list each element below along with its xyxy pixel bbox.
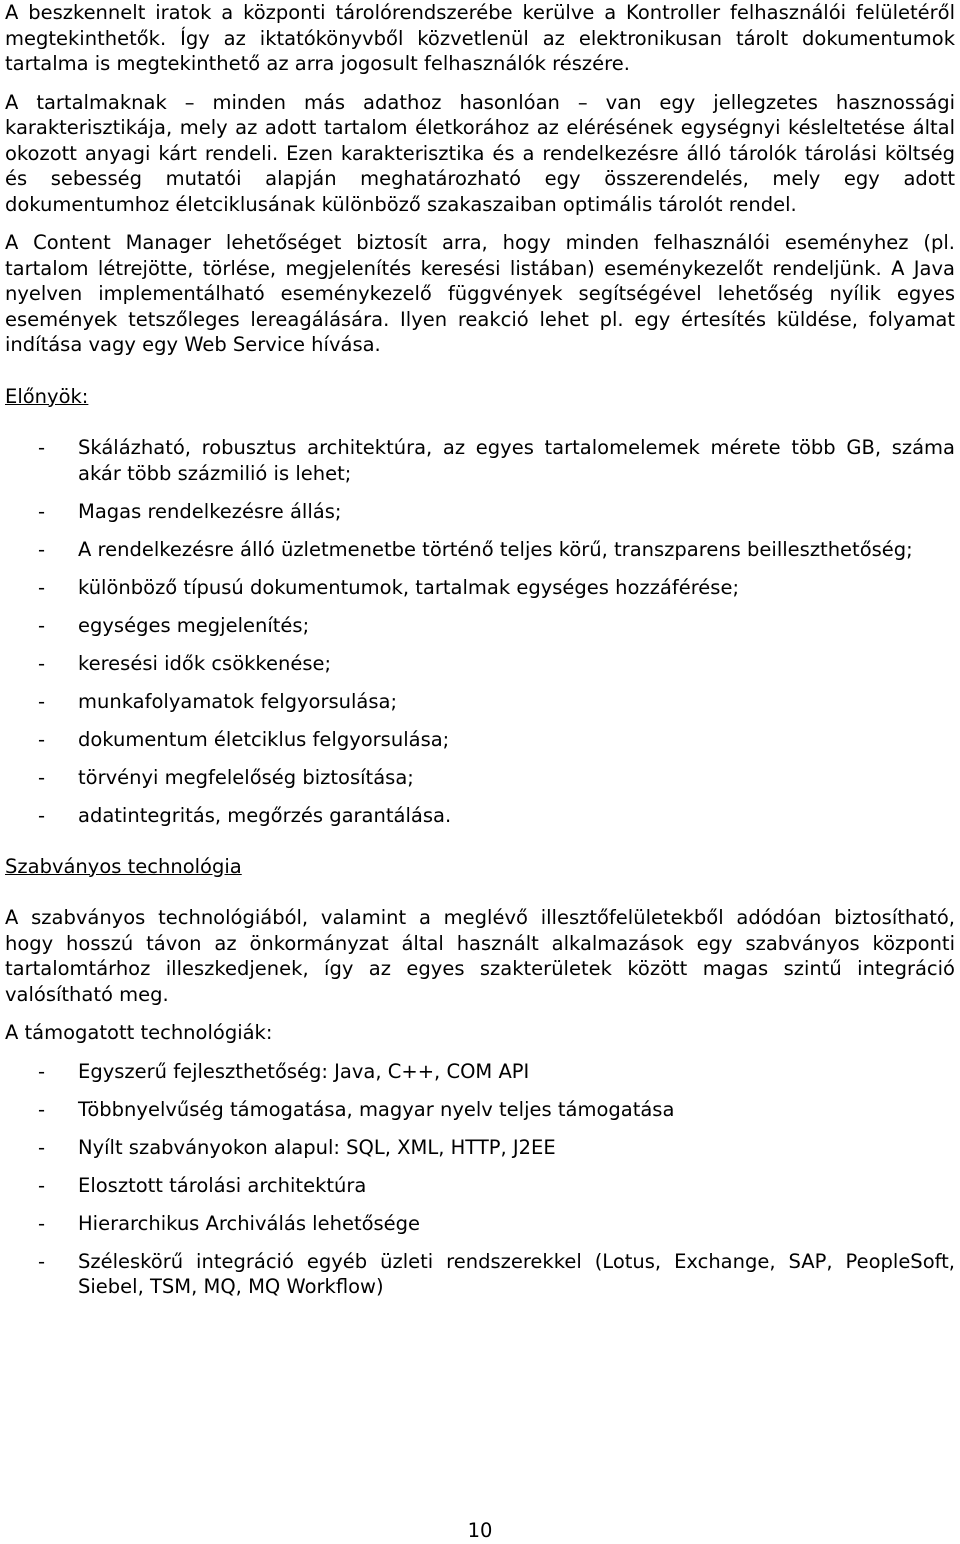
list-item-text: A rendelkezésre álló üzletmenetbe történő teljes körű, transzparens beilleszthetőség; [78,537,913,561]
list-item [5,1135,955,1161]
list-item-text: Skálázható, robusztus architektúra, az egyes tartalomelemek mérete több GB, száma akár több százmilió is lehet; [78,436,955,485]
dash-marker: - [38,1135,46,1159]
list-item-text: dokumentum életciklus felgyorsulása; [78,727,450,751]
list-item [5,689,955,715]
page-number: 10 [467,1519,493,1542]
standard-technology-heading: Szabványos technológia [5,854,242,878]
list-item [5,537,955,563]
list-item-text: egységes megjelenítés; [78,613,310,637]
list-item [5,727,955,753]
dash-marker: - [38,651,46,675]
list-item-text: adatintegritás, megőrzés garantálása. [78,803,452,827]
list-item-text: Hierarchikus Archiválás lehetősége [78,1211,421,1235]
list-item [5,1249,955,1300]
advantages-list [5,435,955,828]
dash-marker: - [38,803,46,827]
list-item [5,613,955,639]
supported-technologies-intro: A támogatott technológiák: [5,1021,273,1044]
list-item [5,1173,955,1199]
paragraph-content-manager-events: A Content Manager lehetőséget biztosít arra, hogy minden felhasználói eseményhez (pl. tartalom létrejötte, törlése, megjelenítés keresési listában) eseménykezelőt rendeljünk. A Java nyelven implementálható eseménykezelő függvények segítségével lehetőség nyílik egyes események tetszőleges lereagálására. Ilyen reakció lehet pl. egy értesítés küldése, folyamat indítása vagy egy Web Service hívása. [5,231,955,356]
dash-marker: - [38,1211,46,1235]
dash-marker: - [38,689,46,713]
list-item [5,803,955,829]
page-content [5,0,955,1312]
list-item [5,765,955,791]
paragraph-scanned-docs: A beszkennelt iratok a központi tárolórendszerébe kerülve a Kontroller felhasználói felületéről megtekinthetők. Így az iktatókönyvből közvetlenül az elektronikusan tárolt dokumentumok tartalma is megtekinthető az arra jogosult felhasználók részére. [5,1,955,75]
list-item [5,1059,955,1085]
list-item-text: különböző típusú dokumentumok, tartalmak egységes hozzáférése; [78,575,740,599]
dash-marker: - [38,1173,46,1197]
list-item [5,575,955,601]
list-item-text: Széleskörű integráció egyéb üzleti rendszerekkel (Lotus, Exchange, SAP, PeopleSoft, Siebel, TSM, MQ, MQ Workflow) [78,1249,955,1298]
dash-marker: - [38,727,46,751]
list-item-text: Egyszerű fejleszthetőség: Java, C++, COM API [78,1059,530,1083]
dash-marker: - [38,499,46,523]
list-item [5,435,955,486]
dash-marker: - [38,1059,46,1083]
list-item-text: Nyílt szabványokon alapul: SQL, XML, HTTP, J2EE [78,1135,556,1159]
dash-marker: - [38,1097,46,1121]
dash-marker: - [38,613,46,637]
dash-marker: - [38,575,46,599]
paragraph-content-characteristics: A tartalmaknak – minden más adathoz hasonlóan – van egy jellegzetes hasznossági karakterisztikája, mely az adott tartalom életkorához az elérésének egységnyi késleltetése által okozott anyagi kárt rendeli. Ezen karakterisztika és a rendelkezésre álló tárolók tárolási költség és sebesség mutatói alapján meghatározható egy összerendelés, mely egy adott dokumentumhoz életciklusának különböző szakaszaiban optimális tárolót rendel. [5,90,955,216]
list-item [5,1097,955,1123]
standard-technology-paragraph: A szabványos technológiából, valamint a meglévő illesztőfelületekből adódóan biztosítható, hogy hosszú távon az önkormányzat által használt alkalmazások egy szabványos központi tartalomtárhoz illeszkedjenek, így az egyes szakterületek között magas szintű integráció valósítható meg. [5,906,955,1006]
advantages-heading: Előnyök: [5,384,89,408]
list-item-text: Elosztott tárolási architektúra [78,1173,367,1197]
dash-marker: - [38,537,46,561]
list-item-text: Magas rendelkezésre állás; [78,499,342,523]
list-item [5,651,955,677]
dash-marker: - [38,436,46,459]
list-item-text: keresési idők csökkenése; [78,651,332,675]
list-item-text: törvényi megfelelőség biztosítása; [78,765,414,789]
list-item-text: munkafolyamatok felgyorsulása; [78,689,398,713]
supported-technologies-list [5,1059,955,1300]
dash-marker: - [38,1249,46,1273]
list-item [5,499,955,525]
dash-marker: - [38,765,46,789]
list-item-text: Többnyelvűség támogatása, magyar nyelv teljes támogatása [78,1097,675,1121]
list-item [5,1211,955,1237]
